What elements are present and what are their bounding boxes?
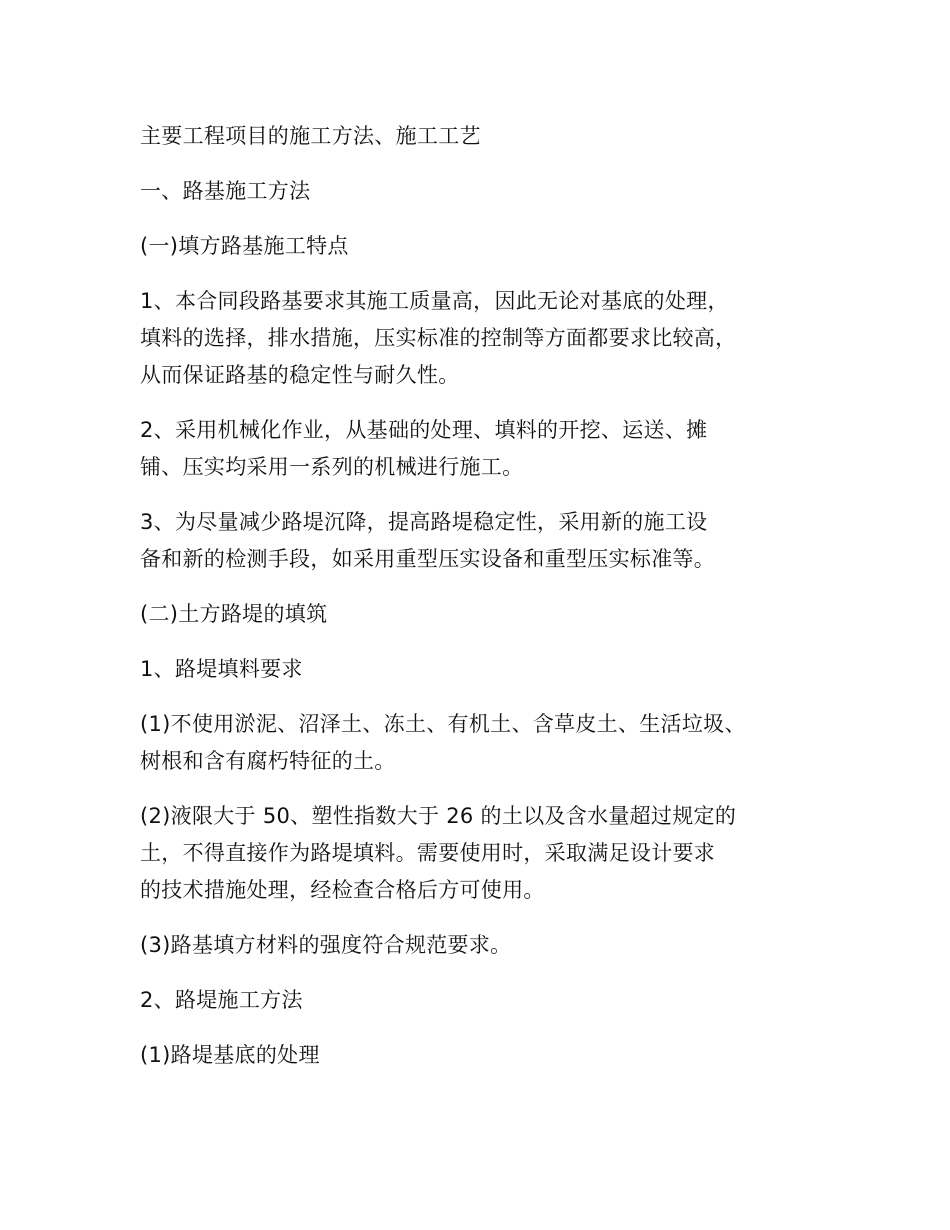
section-fill-requirements	[140, 651, 830, 688]
requirement-1	[140, 706, 830, 780]
text-line: (一)填方路基施工特点	[140, 234, 349, 258]
method-1	[140, 1037, 830, 1074]
text-line: 的技术措施处理，经检查合格后方可使用。	[140, 878, 545, 902]
text-line: 一、路基施工方法	[140, 179, 311, 203]
requirement-2	[140, 798, 830, 909]
text-line: (1)不使用淤泥、沼泽土、冻土、有机土、含草皮土、生活垃圾、	[140, 712, 746, 736]
text-line: 树根和含有腐朽特征的土。	[140, 749, 396, 773]
paragraph-item-2	[140, 412, 830, 486]
paragraph-item-1	[140, 283, 830, 394]
text-line: 从而保证路基的稳定性与耐久性。	[140, 363, 460, 387]
text-line: 1、本合同段路基要求其施工质量高，因此无论对基底的处理，	[140, 289, 729, 313]
text-line: (3)路基填方材料的强度符合规范要求。	[140, 933, 512, 957]
text-line: 填料的选择，排水措施，压实标准的控制等方面都要求比较高，	[140, 326, 737, 350]
section-construction-method	[140, 982, 830, 1019]
text-line: 1、路堤填料要求	[140, 657, 303, 681]
text-line: 2、采用机械化作业，从基础的处理、填料的开挖、运送、摊	[140, 418, 708, 442]
subheading-1	[140, 228, 830, 265]
text-line: (二)土方路堤的填筑	[140, 602, 328, 626]
heading-1	[140, 173, 830, 210]
text-line: 铺、压实均采用一系列的机械进行施工。	[140, 455, 524, 479]
subheading-2	[140, 596, 830, 633]
document-body	[140, 118, 830, 1092]
text-line: (2)液限大于 50、塑性指数大于 26 的土以及含水量超过规定的	[140, 804, 737, 828]
text-line: (1)路堤基底的处理	[140, 1043, 320, 1067]
text-line: 2、路堤施工方法	[140, 988, 303, 1012]
requirement-3	[140, 927, 830, 964]
document-title	[140, 118, 830, 155]
paragraph-item-3	[140, 504, 830, 578]
text-line: 备和新的检测手段，如采用重型压实设备和重型压实标准等。	[140, 547, 716, 571]
title-line: 主要工程项目的施工方法、施工工艺	[140, 124, 481, 148]
text-line: 土，不得直接作为路堤填料。需要使用时，采取满足设计要求	[140, 841, 716, 865]
text-line: 3、为尽量减少路堤沉降，提高路堤稳定性，采用新的施工设	[140, 510, 708, 534]
